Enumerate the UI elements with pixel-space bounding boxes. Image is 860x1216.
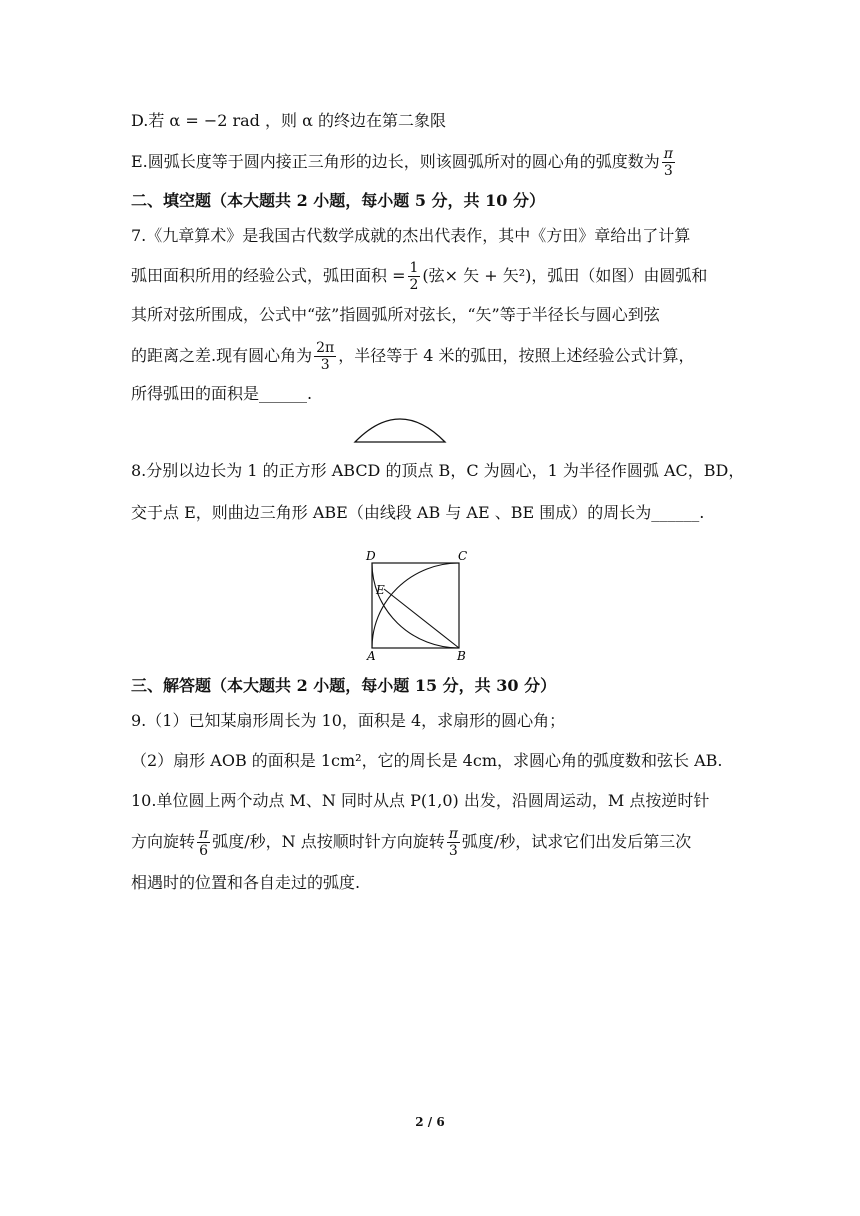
label-e: E <box>376 583 385 597</box>
fraction-one-half <box>408 260 421 293</box>
fraction-pi-over-3 <box>662 146 675 179</box>
q7-line-5: 所得弧田的面积是______. <box>131 384 313 403</box>
frac-num: 2π <box>316 340 335 356</box>
page-number: 2 / 6 <box>415 1115 445 1129</box>
frac-num: 1 <box>409 260 419 276</box>
arc-field-figure <box>352 412 448 446</box>
label-a: A <box>367 649 376 663</box>
label-d: D <box>366 549 376 563</box>
square-arcs-figure <box>360 546 480 664</box>
fraction-pi-over-6 <box>197 826 210 859</box>
frac-den: 3 <box>320 357 330 373</box>
fraction-pi-over-3-b <box>447 826 460 859</box>
q9-line-2: （2）扇形 AOB 的面积是 1cm²，它的周长是 4cm，求圆心角的弧度数和弦长 AB. <box>131 751 723 770</box>
frac-num: π <box>199 826 209 842</box>
frac-num: π <box>448 826 458 842</box>
q8-line-2: 交于点 E，则曲边三角形 ABE（由线段 AB 与 AE 、BE 围成）的周长为______. <box>131 503 705 522</box>
option-e <box>131 146 677 179</box>
q7-line-4a: 的距离之差.现有圆心角为 <box>131 346 313 365</box>
q7-line-4b: ，半径等于 4 米的弧田，按照上述经验公式计算， <box>338 346 695 365</box>
frac-den: 2 <box>409 277 419 293</box>
fraction-2pi-over-3 <box>314 340 336 373</box>
arc-field-shape <box>355 419 445 442</box>
q10-line-1: 10.单位圆上两个动点 M、N 同时从点 P(1,0) 出发，沿圆周运动，M 点按逆时针 <box>131 791 710 810</box>
arc-ac <box>372 563 459 648</box>
q7-line-2 <box>131 260 707 293</box>
option-e-text: E.圆弧长度等于圆内接正三角形的边长，则该圆弧所对的圆心角的弧度数为 <box>131 152 660 171</box>
frac-den: 6 <box>199 843 209 859</box>
q7-line-4 <box>131 340 695 373</box>
section-heading-fill-blank: 二、填空题（本大题共 2 小题，每小题 5 分，共 10 分） <box>131 191 545 210</box>
arc-bd <box>372 563 459 648</box>
q10-line-2c: 弧度/秒，试求它们出发后第三次 <box>461 832 692 851</box>
q7-line-2b: (弦× 矢 + 矢²)，弧田（如图）由圆弧和 <box>422 266 708 285</box>
q7-line-1: 7.《九章算术》是我国古代数学成就的杰出代表作，其中《方田》章给出了计算 <box>131 226 691 245</box>
option-d: D.若 α = −2 rad ，则 α 的终边在第二象限 <box>131 111 446 130</box>
q10-line-2 <box>131 826 691 859</box>
q10-line-3: 相遇时的位置和各自走过的弧度. <box>131 873 361 892</box>
q7-line-3: 其所对弦所围成，公式中“弦”指圆弧所对弦长，“矢”等于半径长与圆心到弦 <box>131 305 660 324</box>
q10-line-2b: 弧度/秒，N 点按顺时针方向旋转 <box>212 832 445 851</box>
q9-line-1: 9.（1）已知某扇形周长为 10，面积是 4，求扇形的圆心角； <box>131 711 566 730</box>
frac-num: π <box>663 146 673 162</box>
q7-line-2a: 弧田面积所用的经验公式，弧田面积 = <box>131 266 406 285</box>
q10-line-2a: 方向旋转 <box>131 832 196 851</box>
square-abcd <box>372 563 459 648</box>
section-heading-solve: 三、解答题（本大题共 2 小题，每小题 15 分，共 30 分） <box>131 676 557 695</box>
label-b: B <box>457 649 466 663</box>
frac-den: 3 <box>663 163 673 179</box>
label-c: C <box>458 549 468 563</box>
q8-line-1: 8.分别以边长为 1 的正方形 ABCD 的顶点 B，C 为圆心，1 为半径作圆弧 AC，BD， <box>131 461 745 480</box>
frac-den: 3 <box>448 843 458 859</box>
